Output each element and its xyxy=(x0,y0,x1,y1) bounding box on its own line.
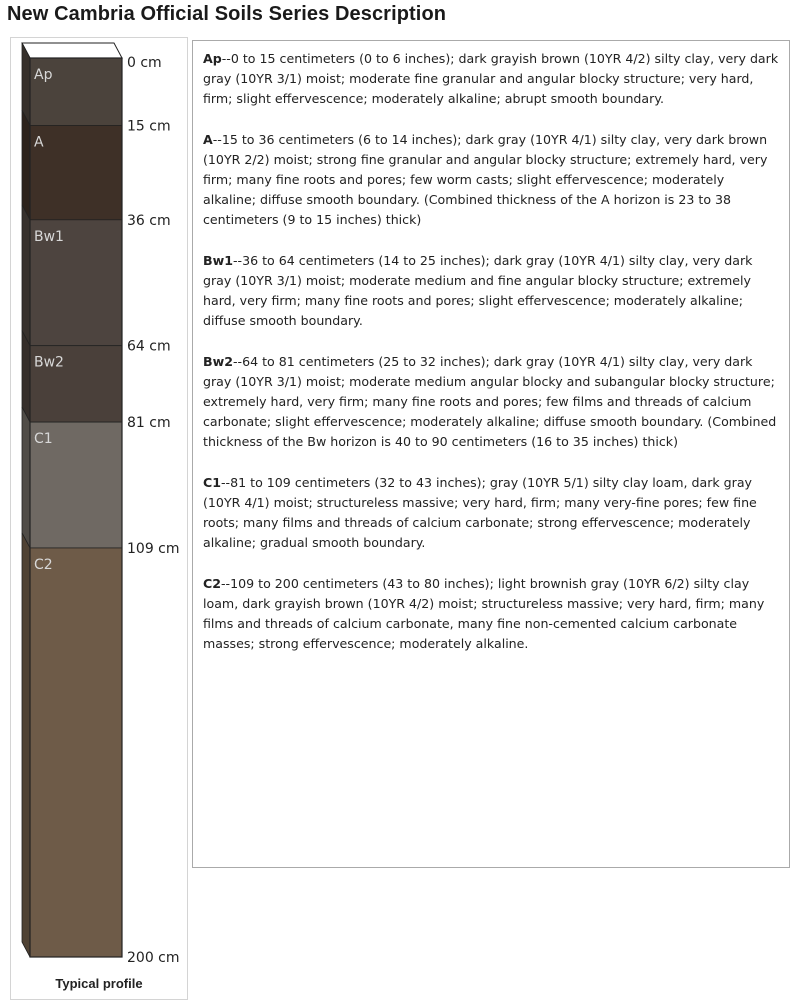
horizon-desc-name: A xyxy=(203,132,213,147)
horizon-desc-a xyxy=(203,130,779,230)
horizon-front-face xyxy=(30,125,122,219)
horizon-desc-text: --0 to 15 centimeters (0 to 6 inches); dark grayish brown (10YR 4/2) silty clay, very dark gray (10YR 3/1) moist; moderate fine granular and angular blocky structure; very hard, firm; slight effervescence; moderately alkaline; abrupt smooth boundary. xyxy=(203,51,779,106)
horizon-desc-text: --36 to 64 centimeters (14 to 25 inches); dark gray (10YR 4/1) silty clay, very dark gray (10YR 3/1) moist; moderate medium and fine angular blocky structure; extremely hard, very firm; many fine roots and pores; slight effervescence; moderately alkaline; diffuse smooth boundary. xyxy=(203,253,753,328)
horizon-label: Ap xyxy=(34,67,53,83)
horizon-desc-text: --109 to 200 centimeters (43 to 80 inches); light brownish gray (10YR 6/2) silty clay loam, dark grayish brown (10YR 4/2) moist; structureless massive; very hard, firm; many films and threads of calcium carbonate, many fine non-cemented calcium carbonate masses; strong effervescence; moderately alkaline. xyxy=(203,576,765,651)
page-title: New Cambria Official Soils Series Description xyxy=(7,3,447,25)
horizon-desc-text: --64 to 81 centimeters (25 to 32 inches); dark gray (10YR 4/1) silty clay, very dark gray (10YR 3/1) moist; moderate medium angular blocky and subangular blocky structure; extremely hard, very firm; many fine roots and pores; few films and threads of calcium carbonate; slight effervescence; moderately alkaline; diffuse smooth boundary. (Combined thickness of the Bw horizon is 40 to 90 centimeters (16 to 35 inches) thick) xyxy=(203,354,777,449)
horizon-desc-c2 xyxy=(203,574,779,654)
horizon-label: Bw2 xyxy=(34,354,64,371)
depth-label: 36 cm xyxy=(127,212,171,229)
depth-label: 109 cm xyxy=(127,540,180,557)
horizon-label: C1 xyxy=(34,431,53,448)
horizon-desc-c1 xyxy=(203,473,779,553)
horizon-side-face xyxy=(22,205,30,346)
horizon-desc-name: Bw1 xyxy=(203,253,233,268)
horizon-side-face xyxy=(22,110,30,219)
horizon-desc-bw1 xyxy=(203,251,779,331)
soil-profile-column xyxy=(0,0,200,1008)
depth-label: 64 cm xyxy=(127,338,171,355)
depth-label: 200 cm xyxy=(127,950,180,966)
profile-caption: Typical profile xyxy=(55,976,143,991)
depth-label: 0 cm xyxy=(127,55,162,71)
horizon-desc-bw2 xyxy=(203,352,779,452)
depth-label: 81 cm xyxy=(127,415,171,432)
horizon-label: C2 xyxy=(34,556,53,573)
horizon-desc-text: --81 to 109 centimeters (32 to 43 inches); gray (10YR 5/1) silty clay loam, dark gray (10YR 4/1) moist; structureless massive; very hard, firm; many very-fine pores; few fine roots; many films and threads of calcium carbonate; strong effervescence; moderately alkaline; gradual smooth boundary. xyxy=(203,475,757,550)
horizon-label: Bw1 xyxy=(34,228,64,245)
horizon-desc-name: C2 xyxy=(203,576,222,591)
horizon-desc-text: --15 to 36 centimeters (6 to 14 inches); dark gray (10YR 4/1) silty clay, very dark brown (10YR 2/2) moist; strong fine granular and angular blocky structure; extremely hard, very firm; many fine roots and pores; few worm casts; slight effervescence; moderately alkaline; diffuse smooth boundary. (Combined thickness of the A horizon is 23 to 38 centimeters (9 to 15 inches) thick) xyxy=(203,132,768,227)
depth-label: 15 cm xyxy=(127,118,171,135)
horizon-desc-name: Ap xyxy=(203,51,222,66)
horizon-side-face xyxy=(22,407,30,548)
horizon-front-face xyxy=(30,548,122,957)
horizon-desc-name: Bw2 xyxy=(203,354,233,369)
horizon-side-face xyxy=(22,331,30,422)
horizon-side-face xyxy=(22,533,30,957)
horizon-desc-name: C1 xyxy=(203,475,222,490)
horizon-description-panel xyxy=(192,40,790,868)
horizon-desc-ap xyxy=(203,49,779,109)
column-top-face xyxy=(22,43,122,58)
horizon-label: A xyxy=(34,134,44,151)
